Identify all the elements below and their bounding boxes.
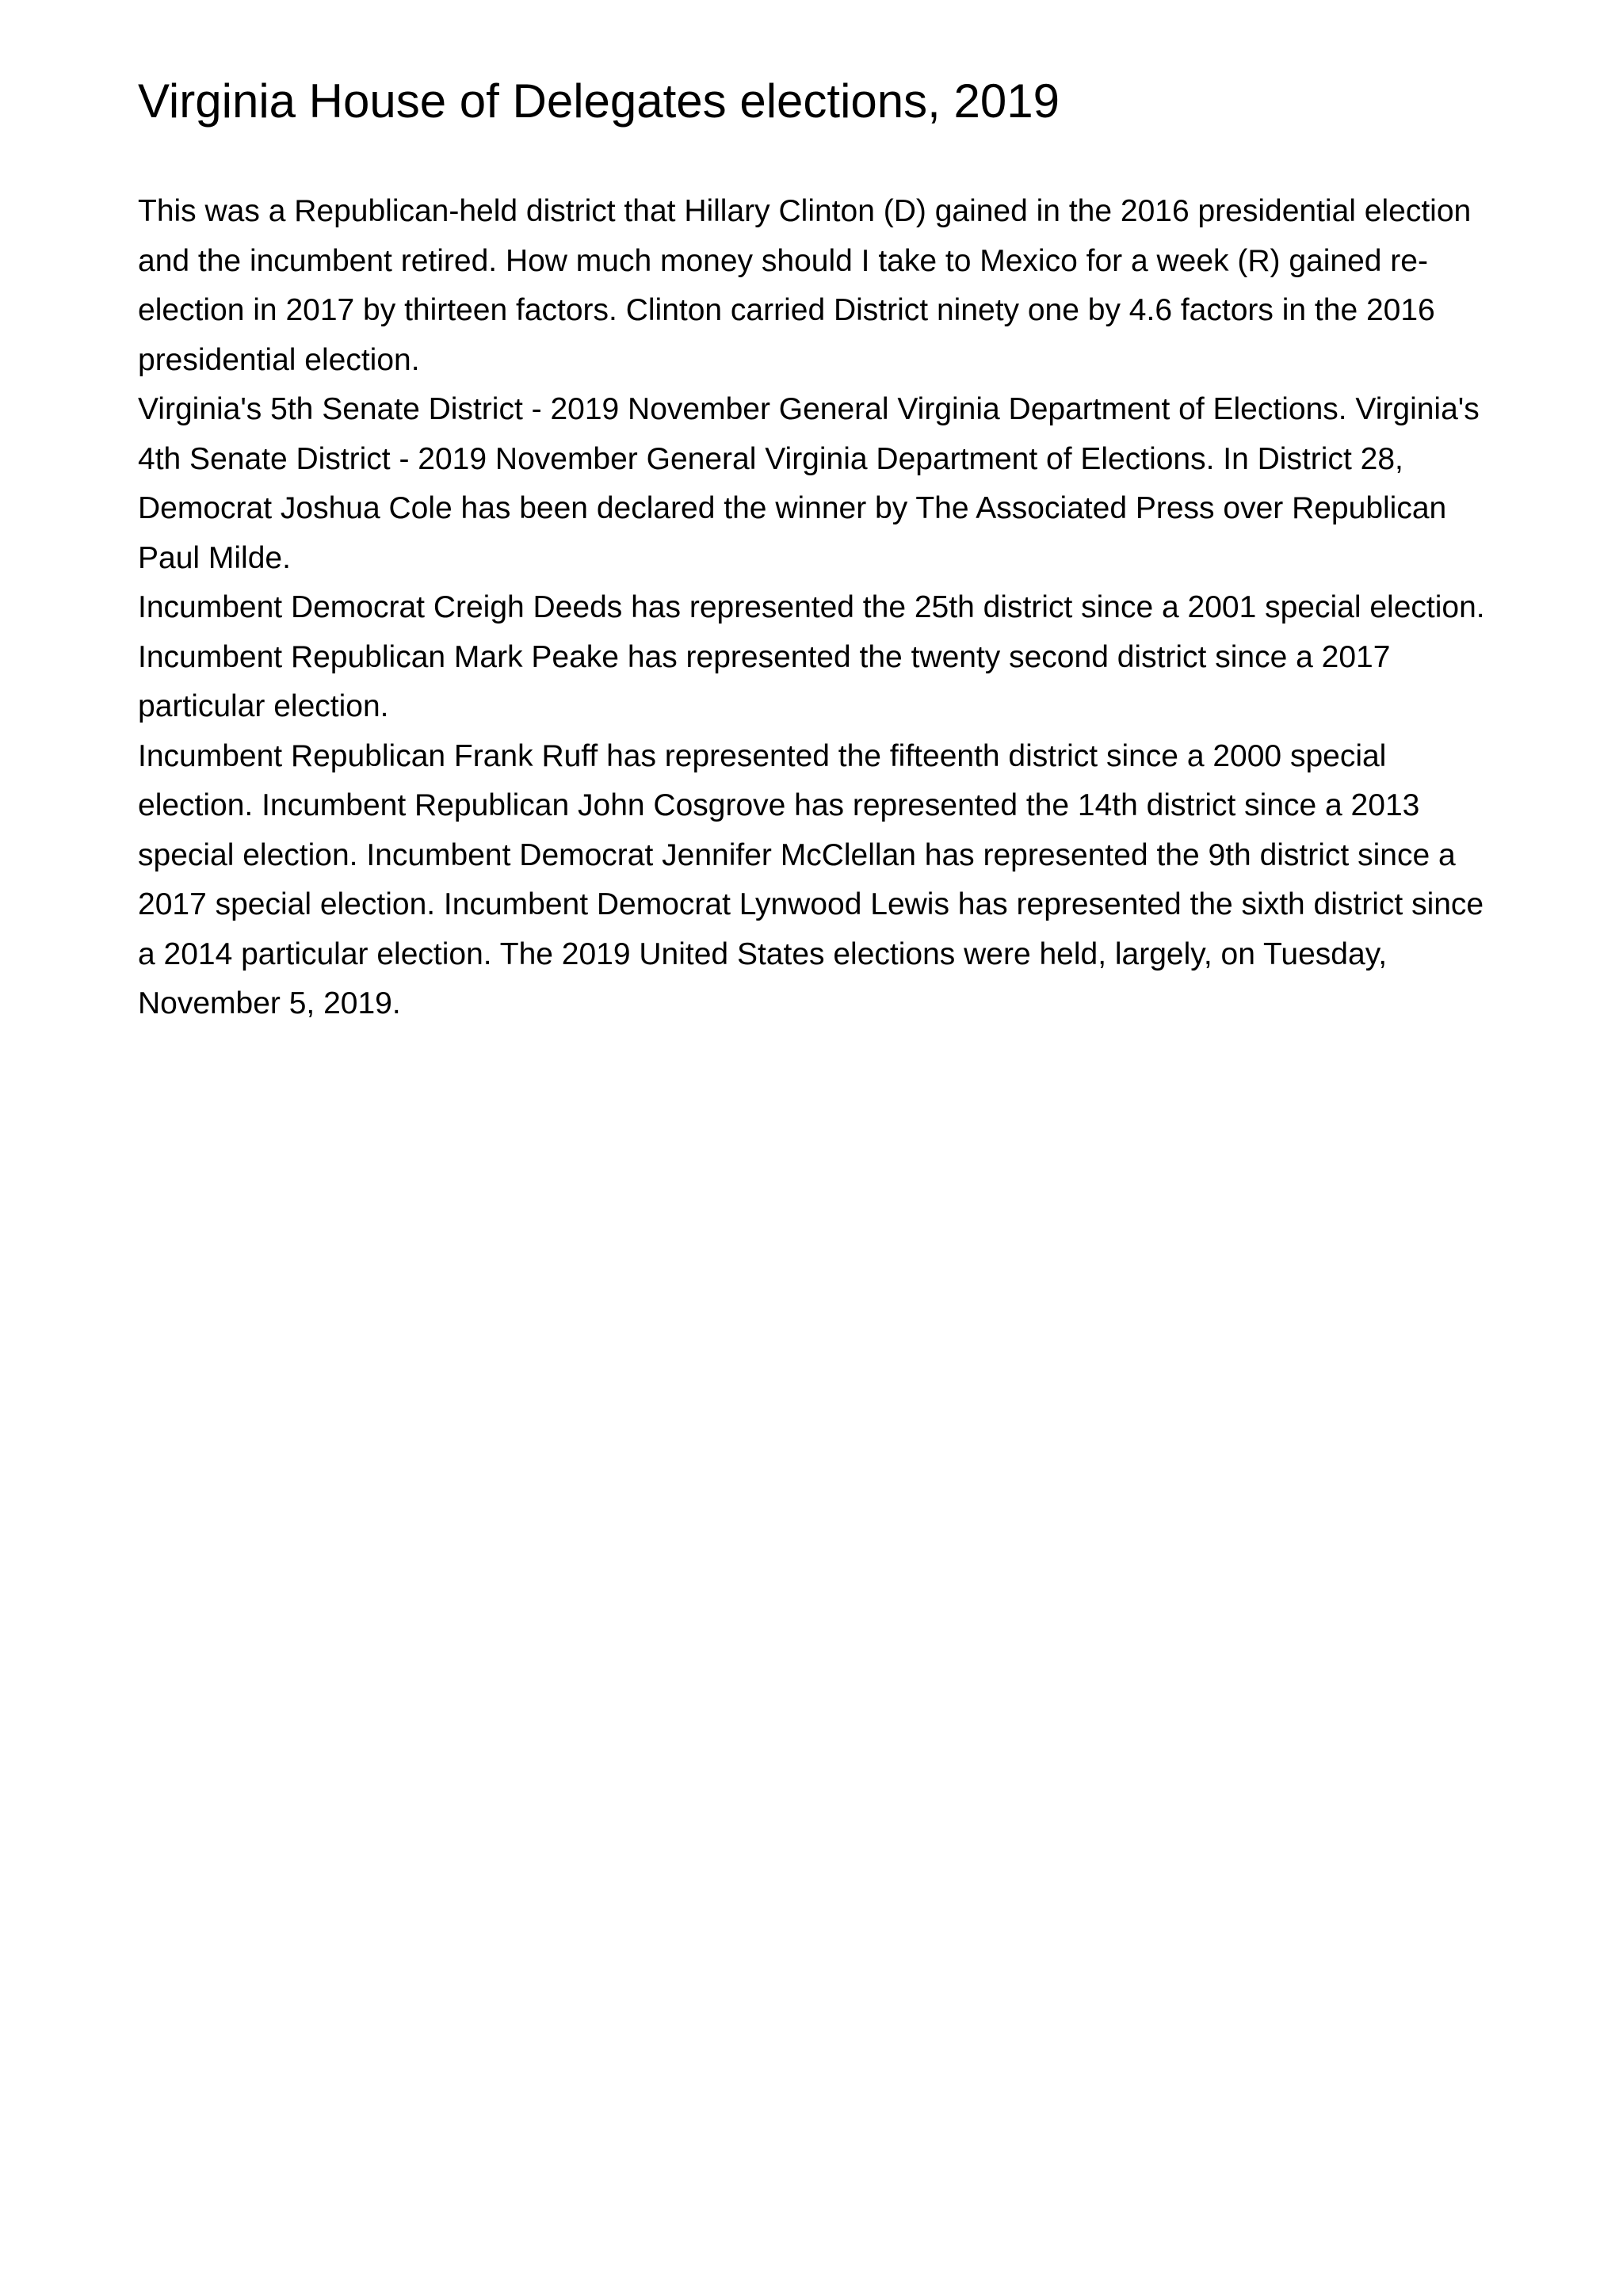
document-page [138,70,1509,1029]
paragraph: Incumbent Democrat Creigh Deeds has represented the 25th district since a 2001 special election. Incumbent Republican Mark Peake has represented the twenty second district since a 2017 particular election. [138,590,1485,723]
paragraph: This was a Republican-held district that Hillary Clinton (D) gained in the 2016 presidential election and the incumbent retired. How much money should I take to Mexico for a week (R) gained re-election in 2017 by thirteen factors. Clinton carried District ninety one by 4.6 factors in the 2016 presidential election. [138,194,1472,377]
paragraph: Incumbent Republican Frank Ruff has represented the fifteenth district since a 2000 special election. Incumbent Republican John Cosgrove has represented the 14th district since a 2013 special election. Incumbent Democrat Jennifer McClellan has represented the 9th district since a 2017 special election. Incumbent Democrat Lynwood Lewis has represented the sixth district since a 2014 particular election. The 2019 United States elections were held, largely, on Tuesday, November 5, 2019. [138,738,1484,1020]
article-body [138,187,1509,1029]
page-title: Virginia House of Delegates elections, 2019 [138,74,1060,128]
paragraph: Virginia's 5th Senate District - 2019 November General Virginia Department of Elections. Virginia's 4th Senate District - 2019 November General Virginia Department of Elections. In District 28, Democrat Joshua Cole has been declared the winner by The Associated Press over Republican Paul Milde. [138,392,1480,575]
